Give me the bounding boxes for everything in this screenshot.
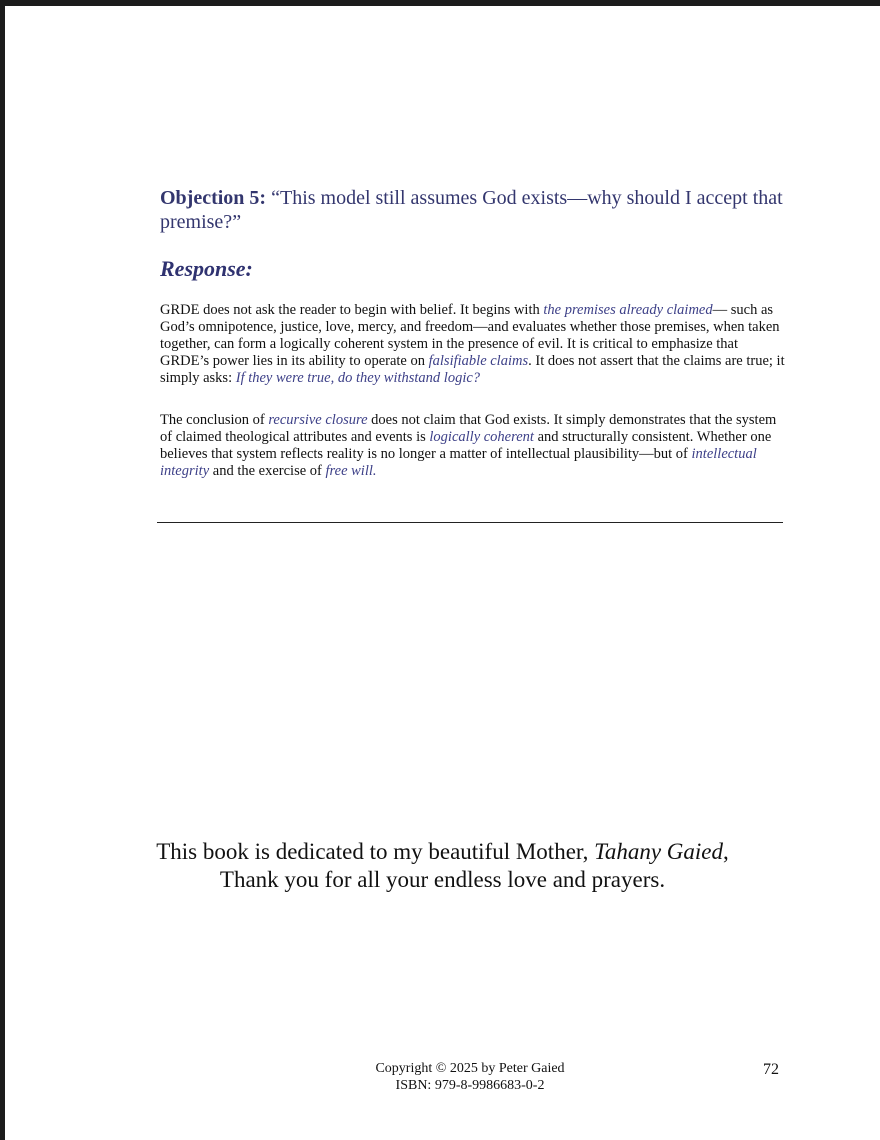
- objection-heading: [160, 186, 790, 234]
- copyright-line: Copyright © 2025 by Peter Gaied: [375, 1061, 565, 1076]
- dedication-text: This book is dedicated to my beautiful Mother,: [156, 839, 595, 864]
- paragraph-text: GRDE does not ask the reader to begin with belief. It begins with: [160, 302, 544, 318]
- highlight-falsifiable: falsifiable claims: [428, 353, 529, 369]
- objection-label: Objection 5:: [160, 187, 267, 209]
- copyright-block: [5, 1060, 880, 1094]
- paragraph-text: . It does not assert that the claims are true; it simply asks:: [160, 353, 785, 386]
- dedication-line-2: Thank you for all your endless love and prayers.: [219, 867, 666, 892]
- paragraph-2: [160, 412, 790, 480]
- section-divider: [157, 522, 783, 523]
- highlight-free-will: free will.: [325, 463, 377, 479]
- dedication-line-1: [5, 838, 880, 866]
- highlight-logically-coherent: logically coherent: [429, 429, 534, 445]
- document-page: [5, 6, 880, 1140]
- response-heading: Response:: [160, 256, 253, 281]
- dedication-punct: ,: [723, 839, 729, 864]
- isbn-line: ISBN: 979-8-9986683-0-2: [395, 1078, 545, 1093]
- highlight-question: If they were true, do they withstand logic?: [235, 370, 481, 386]
- paragraph-text: and the exercise of: [209, 463, 326, 479]
- paragraph-text: The conclusion of: [160, 412, 269, 428]
- paragraph-text: — such as God’s omnipotence, justice, love, mercy, and freedom—and evaluates whether those premises, when taken together, can form a logically coherent system in the presence of evil. It is critical to emphasize that GRDE’s power lies in its ability to operate on: [160, 302, 780, 369]
- highlight-premises: the premises already claimed: [543, 302, 713, 318]
- paragraph-text: and structurally consistent. Whether one believes that system reflects reality is no longer a matter of intellectual plausibility—but of: [160, 429, 772, 462]
- highlight-intellectual-integrity: intellectual integrity: [160, 446, 757, 479]
- dedication: [5, 838, 880, 894]
- highlight-recursive-closure: recursive closure: [268, 412, 368, 428]
- paragraph-1: [160, 302, 790, 387]
- objection-text: “This model still assumes God exists—why should I accept that premise?”: [160, 187, 783, 233]
- paragraph-text: does not claim that God exists. It simply demonstrates that the system of claimed theological attributes and events is: [160, 412, 777, 445]
- dedication-name: Tahany Gaied: [594, 839, 724, 864]
- page-number: 72: [763, 1061, 779, 1078]
